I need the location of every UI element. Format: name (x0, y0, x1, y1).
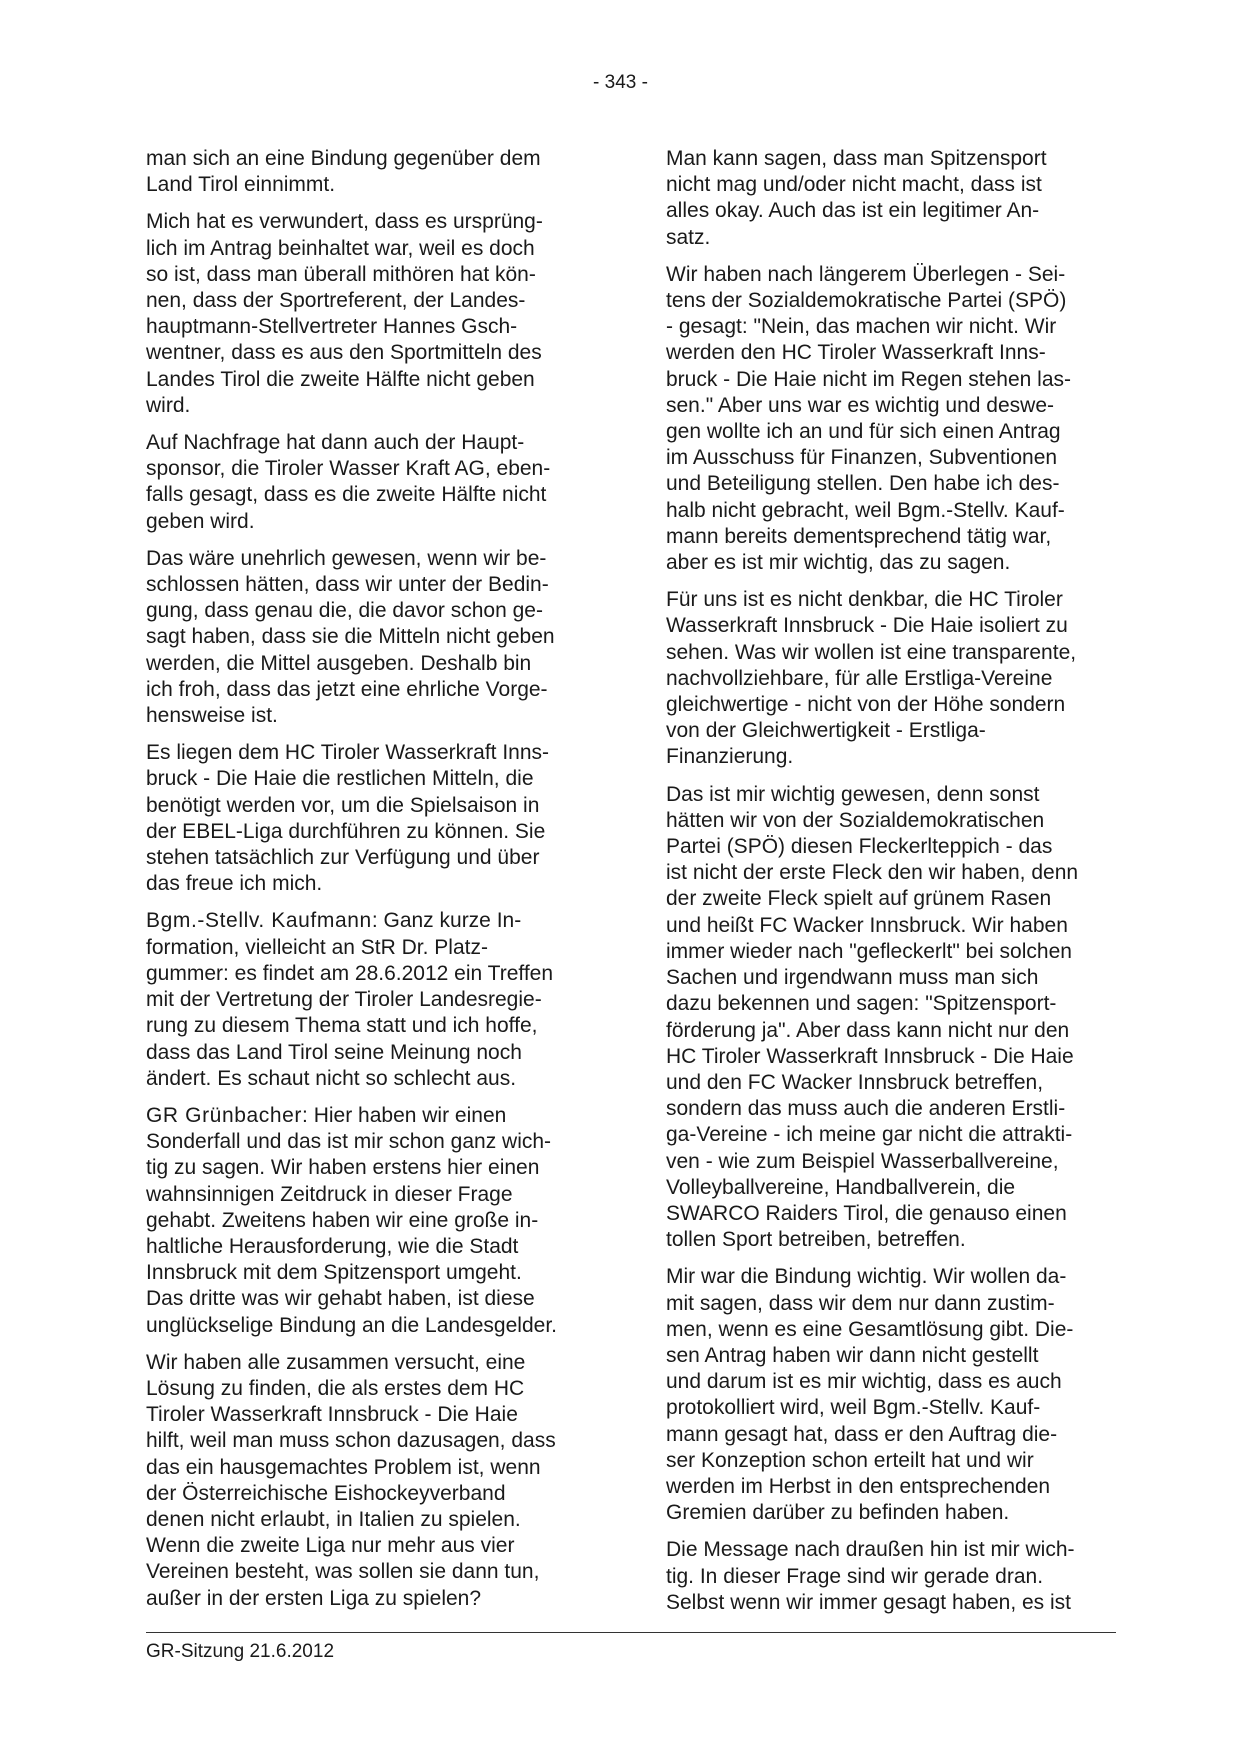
text-line: aber es ist mir wichtig, das zu sagen. (666, 551, 1011, 575)
text-line: der EBEL-Liga durchführen zu können. Sie (146, 819, 546, 843)
text-line: sagt haben, dass sie die Mitteln nicht geben (146, 625, 555, 649)
text-line: hilft, weil man muss schon dazusagen, dass (146, 1429, 556, 1453)
text-line: ser Konzeption schon erteilt hat und wir (666, 1448, 1034, 1472)
paragraph (146, 740, 591, 897)
text-line: geben wird. (146, 509, 255, 533)
text-line: Vereinen besteht, was sollen sie dann tun, (146, 1560, 540, 1584)
page-number: - 343 - (593, 72, 648, 93)
text-line: Für uns ist es nicht denkbar, die HC Tiroler (666, 588, 1063, 612)
text-line: sondern das muss auch die anderen Erstli- (666, 1097, 1066, 1121)
text-line: und heißt FC Wacker Innsbruck. Wir haben (666, 913, 1068, 937)
text-line: tollen Sport betreiben, betreffen. (666, 1228, 966, 1252)
text-line: dazu bekennen und sagen: "Spitzensport- (666, 992, 1057, 1016)
text-line: der Österreichische Eishockeyverband (146, 1481, 506, 1505)
text-line: Das ist mir wichtig gewesen, denn sonst (666, 782, 1040, 806)
text-line: Auf Nachfrage hat dann auch der Haupt- (146, 431, 525, 455)
footer-session-date: GR-Sitzung 21.6.2012 (146, 1641, 335, 1662)
text-line: mann gesagt hat, dass er den Auftrag die- (666, 1422, 1058, 1446)
text-line: immer wieder nach "gefleckerlt" bei solchen (666, 939, 1072, 963)
text-line: tig zu sagen. Wir haben erstens hier einen (146, 1156, 540, 1180)
text-line: Bgm.-Stellv. Kaufmann: Ganz kurze In- (146, 909, 522, 933)
text-line: im Ausschuss für Finanzen, Subventionen (666, 446, 1058, 470)
text-line: alles okay. Auch das ist ein legitimer An- (666, 199, 1040, 223)
text-line: mit sagen, dass wir dem nur dann zustim- (666, 1291, 1055, 1315)
text-line: mit der Vertretung der Tiroler Landesregie- (146, 988, 542, 1012)
left-column (146, 146, 591, 1623)
text-line: nachvollziehbare, für alle Erstliga-Vereine (666, 666, 1053, 690)
text-line: Gremien darüber zu befinden haben. (666, 1501, 1010, 1525)
text-line: das ein hausgemachtes Problem ist, wenn (146, 1455, 541, 1479)
paragraph (146, 1103, 591, 1339)
text-line: Die Message nach draußen hin ist mir wich- (666, 1538, 1075, 1562)
paragraph (666, 587, 1111, 770)
text-line: Innsbruck mit dem Spitzensport umgeht. (146, 1261, 522, 1285)
right-column (666, 146, 1111, 1627)
paragraph (146, 209, 591, 419)
text-line: Volleyballvereine, Handballverein, die (666, 1175, 1016, 1199)
text-line: sen." Aber uns war es wichtig und deswe- (666, 393, 1054, 417)
text-line: und Beteiligung stellen. Den habe ich des- (666, 472, 1060, 496)
paragraph (666, 146, 1111, 251)
text-line: so ist, dass man überall mithören hat kön- (146, 262, 536, 286)
text-line: - gesagt: "Nein, das machen wir nicht. Wir (666, 315, 1057, 339)
text-line: sponsor, die Tiroler Wasser Kraft AG, eben- (146, 457, 551, 481)
text-line: das freue ich mich. (146, 872, 323, 896)
text-line: werden den HC Tiroler Wasserkraft Inns- (666, 341, 1046, 365)
text-line: wentner, dass es aus den Sportmitteln des (146, 341, 542, 365)
text-line: der zweite Fleck spielt auf grünem Rasen (666, 887, 1052, 911)
text-line: schlossen hätten, dass wir unter der Bedin- (146, 573, 549, 597)
text-line: satz. (666, 225, 711, 249)
text-line: sen Antrag haben wir dann nicht gestellt (666, 1343, 1039, 1367)
text-line: sehen. Was wir wollen ist eine transparente, (666, 640, 1077, 664)
text-line: und den FC Wacker Innsbruck betreffen, (666, 1070, 1044, 1094)
text-line: protokolliert wird, weil Bgm.-Stellv. Kauf- (666, 1396, 1041, 1420)
footer-divider (146, 1632, 1116, 1633)
paragraph (146, 146, 591, 198)
text-line: gummer: es findet am 28.6.2012 ein Treffen (146, 961, 554, 985)
text-line: hätten wir von der Sozialdemokratischen (666, 808, 1045, 832)
text-line: unglückselige Bindung an die Landesgelder. (146, 1313, 557, 1337)
text-line: Finanzierung. (666, 745, 794, 769)
text-line: Mir war die Bindung wichtig. Wir wollen da- (666, 1265, 1067, 1289)
text-line: ga-Vereine - ich meine gar nicht die attrakti- (666, 1123, 1073, 1147)
text-line: Partei (SPÖ) diesen Fleckerlteppich - das (666, 835, 1053, 859)
text-line: tig. In dieser Frage sind wir gerade dran. (666, 1564, 1044, 1588)
paragraph (666, 262, 1111, 576)
text-line: werden im Herbst in den entsprechenden (666, 1474, 1051, 1498)
text-line: gleichwertige - nicht von der Höhe sondern (666, 693, 1066, 717)
text-line: Wasserkraft Innsbruck - Die Haie isoliert zu (666, 614, 1068, 638)
text-line: Wir haben alle zusammen versucht, eine (146, 1350, 526, 1374)
text-line: von der Gleichwertigkeit - Erstliga- (666, 719, 986, 743)
text-line: hensweise ist. (146, 704, 278, 728)
text-line: ändert. Es schaut nicht so schlecht aus. (146, 1066, 517, 1090)
text-line: ven - wie zum Beispiel Wasserballvereine, (666, 1149, 1059, 1173)
text-line: falls gesagt, dass es die zweite Hälfte nicht (146, 483, 547, 507)
text-line: Tiroler Wasserkraft Innsbruck - Die Haie (146, 1403, 518, 1427)
text-line: wird. (146, 393, 191, 417)
text-line: halb nicht gebracht, weil Bgm.-Stellv. Kauf- (666, 498, 1065, 522)
paragraph (666, 1537, 1111, 1616)
text-line: nicht mag und/oder nicht macht, dass ist (666, 173, 1042, 197)
text-line: Es liegen dem HC Tiroler Wasserkraft Inns- (146, 741, 550, 765)
text-line: denen nicht erlaubt, in Italien zu spielen. (146, 1507, 521, 1531)
text-line: gehabt. Zweitens haben wir eine große in- (146, 1208, 539, 1232)
text-line: gung, dass genau die, die davor schon ge- (146, 599, 543, 623)
text-line: Mich hat es verwundert, dass es ursprüng- (146, 210, 543, 234)
text-line: man sich an eine Bindung gegenüber dem (146, 147, 541, 170)
text-line: Land Tirol einnimmt. (146, 173, 336, 197)
text-line: förderung ja". Aber dass kann nicht nur den (666, 1018, 1070, 1042)
text-line: SWARCO Raiders Tirol, die genauso einen (666, 1201, 1067, 1225)
speaker-name: Bgm.-Stellv. Kaufmann (146, 909, 372, 933)
text-line: Das wäre unehrlich gewesen, wenn wir be- (146, 546, 547, 570)
paragraph (146, 430, 591, 535)
text-line: Sachen und irgendwann muss man sich (666, 966, 1039, 990)
text-line: gen wollte ich an und für sich einen Antrag (666, 420, 1061, 444)
paragraph (146, 908, 591, 1091)
text-line: benötigt werden vor, um die Spielsaison in (146, 793, 540, 817)
text-line: tens der Sozialdemokratische Partei (SPÖ) (666, 289, 1067, 313)
paragraph (146, 1350, 591, 1612)
text-line: nen, dass der Sportreferent, der Landes- (146, 289, 526, 313)
text-line: men, wenn es eine Gesamtlösung gibt. Die- (666, 1317, 1074, 1341)
text-line: wahnsinnigen Zeitdruck in dieser Frage (146, 1182, 513, 1206)
text-line: HC Tiroler Wasserkraft Innsbruck - Die Haie (666, 1044, 1074, 1068)
paragraph (146, 546, 591, 729)
text-line: Lösung zu finden, die als erstes dem HC (146, 1376, 525, 1400)
text-line: Selbst wenn wir immer gesagt haben, es ist (666, 1590, 1072, 1614)
text-line: dass das Land Tirol seine Meinung noch (146, 1040, 522, 1064)
text-line: ich froh, dass das jetzt eine ehrliche Vorge- (146, 677, 548, 701)
text-line: und darum ist es mir wichtig, dass es auch (666, 1370, 1062, 1394)
text-line: Das dritte was wir gehabt haben, ist diese (146, 1287, 535, 1311)
text-line: Wir haben nach längerem Überlegen - Sei- (666, 262, 1066, 286)
text-line: Man kann sagen, dass man Spitzensport (666, 147, 1047, 170)
text-line: Landes Tirol die zweite Hälfte nicht geben (146, 367, 535, 391)
text-line: Sonderfall und das ist mir schon ganz wich- (146, 1130, 552, 1154)
text-line: rung zu diesem Thema statt und ich hoffe, (146, 1014, 538, 1038)
text-line: werden, die Mittel ausgeben. Deshalb bin (146, 651, 532, 675)
paragraph (666, 782, 1111, 1254)
text-line: hauptmann-Stellvertreter Hannes Gsch- (146, 315, 518, 339)
text-line: stehen tatsächlich zur Verfügung und über (146, 846, 540, 870)
text-line: lich im Antrag beinhaltet war, weil es doch (146, 236, 535, 260)
text-line: bruck - Die Haie nicht im Regen stehen las- (666, 367, 1072, 391)
text-line: mann bereits dementsprechend tätig war, (666, 524, 1052, 548)
text-line: formation, vielleicht an StR Dr. Platz- (146, 935, 488, 959)
paragraph (666, 1264, 1111, 1526)
text-line: Wenn die zweite Liga nur mehr aus vier (146, 1534, 515, 1558)
text-line: GR Grünbacher: Hier haben wir einen (146, 1103, 507, 1127)
text-line: haltliche Herausforderung, wie die Stadt (146, 1234, 519, 1258)
speaker-name: GR Grünbacher (146, 1103, 303, 1127)
text-line: bruck - Die Haie die restlichen Mitteln, die (146, 767, 534, 791)
text-line: ist nicht der erste Fleck den wir haben, denn (666, 861, 1079, 885)
text-line: außer in der ersten Liga zu spielen? (146, 1586, 482, 1610)
